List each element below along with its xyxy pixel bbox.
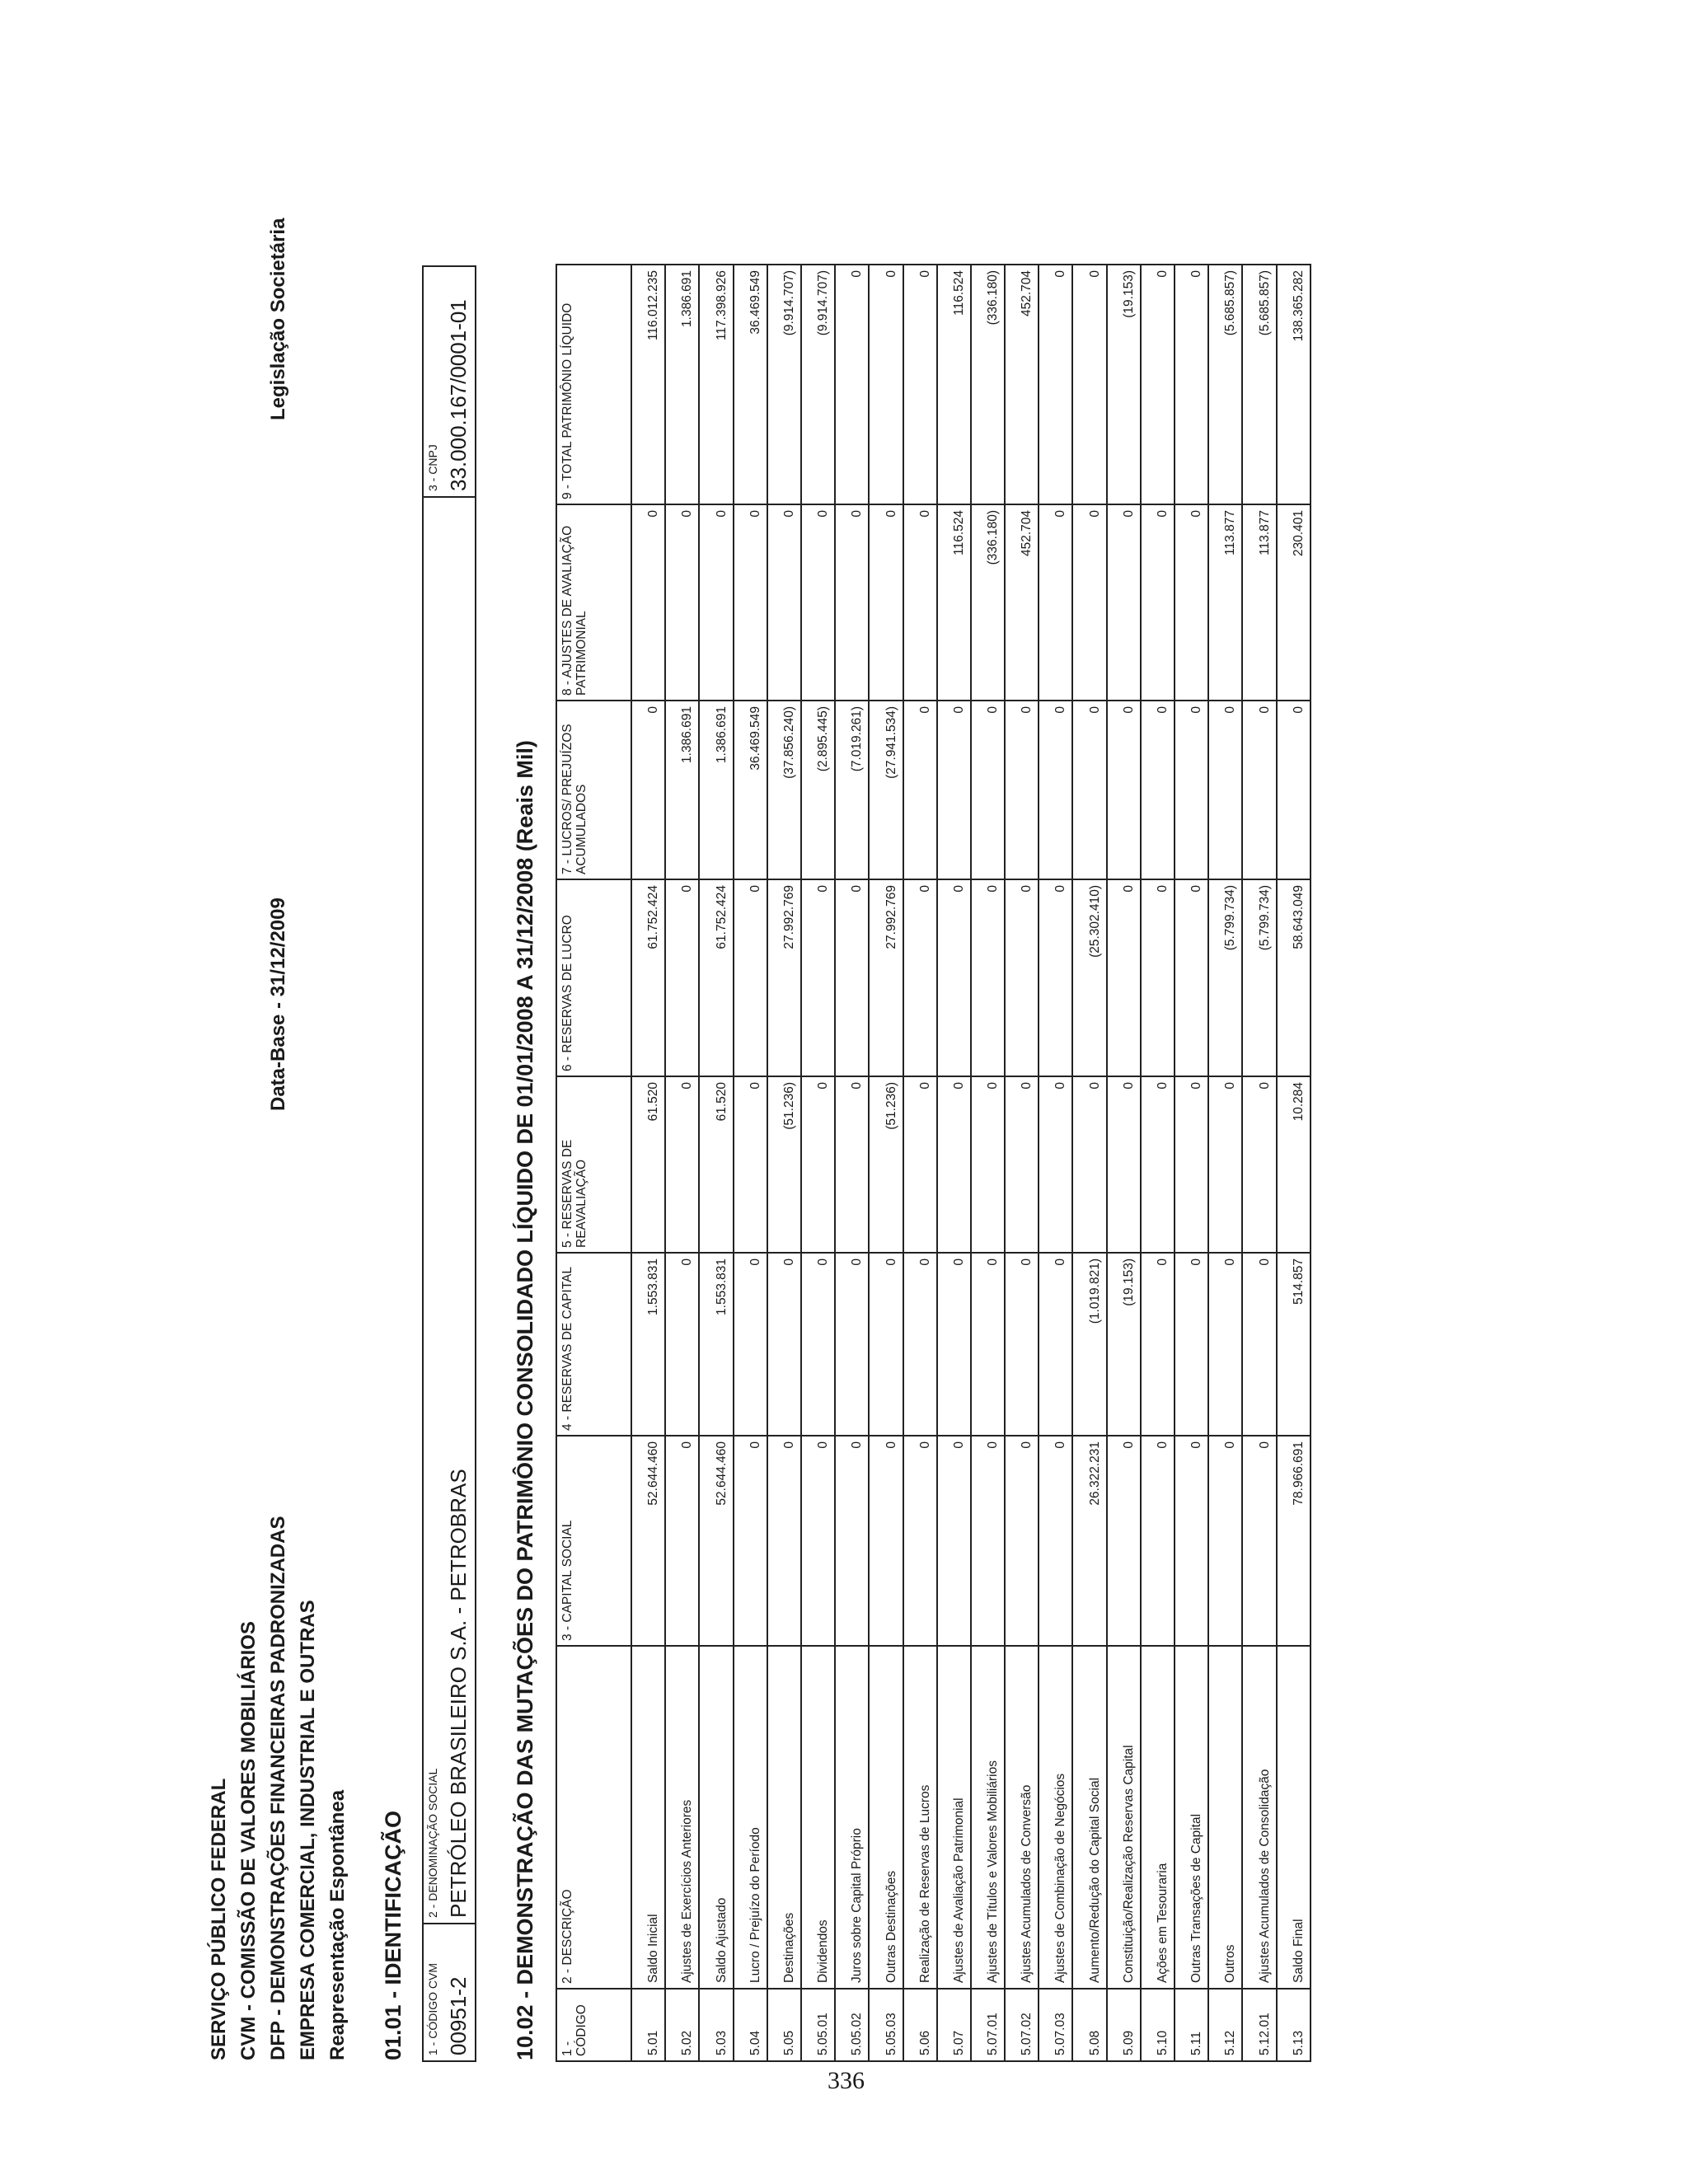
page-number: 336 — [828, 2067, 865, 2094]
value-cell: (7.019.261) — [835, 701, 869, 879]
value-cell: 0 — [937, 1253, 971, 1436]
header-line-1: SERVIÇO PÚBLICO FEDERAL — [208, 1778, 230, 2060]
value-cell: 0 — [971, 1436, 1005, 1646]
value-cell: 0 — [971, 1253, 1005, 1436]
value-cell: 0 — [937, 701, 971, 879]
value-cell: 0 — [1072, 701, 1106, 879]
row-code: 5.13 — [1277, 1989, 1311, 2061]
row-description: Ajustes de Combinação de Negócios — [1039, 1646, 1072, 1989]
value-cell: 0 — [1175, 879, 1208, 1076]
value-cell: 0 — [1005, 1076, 1039, 1253]
value-cell: 0 — [699, 504, 733, 701]
value-cell: 116.524 — [937, 265, 971, 504]
column-header: 9 - TOTAL PATRIMÔNIO LÍQUIDO — [556, 265, 631, 504]
value-cell: 0 — [767, 504, 801, 701]
value-cell: 0 — [1107, 879, 1141, 1076]
value-cell: (5.799.734) — [1208, 879, 1242, 1076]
value-cell: (9.914.707) — [767, 265, 801, 504]
row-code: 5.05.01 — [801, 1989, 835, 2061]
value-cell: 0 — [631, 701, 665, 879]
cvm-code-label: 1 - CÓDIGO CVM — [426, 1962, 439, 2055]
row-description: Aumento/Redução do Capital Social — [1072, 1646, 1106, 1989]
column-header: 5 - RESERVAS DE REAVALIAÇÃO — [556, 1076, 631, 1253]
value-cell: 0 — [1039, 1253, 1072, 1436]
header-block — [204, 1516, 353, 2060]
value-cell: 0 — [903, 1076, 937, 1253]
value-cell: 0 — [1005, 1436, 1039, 1646]
value-cell: 0 — [1039, 1076, 1072, 1253]
row-description: Constituição/Realização Reservas Capital — [1107, 1646, 1141, 1989]
value-cell: 0 — [1005, 1253, 1039, 1436]
row-description: Juros sobre Capital Próprio — [835, 1646, 869, 1989]
value-cell: 0 — [767, 1436, 801, 1646]
cnpj-label: 3 - CNPJ — [426, 444, 439, 491]
value-cell: 1.553.831 — [699, 1253, 733, 1436]
row-description: Lucro / Prejuízo do Período — [734, 1646, 767, 1989]
header-line-2: CVM - COMISSÃO DE VALORES MOBILIÁRIOS — [237, 1621, 260, 2060]
table-row — [665, 265, 699, 2061]
row-description: Outras Destinações — [869, 1646, 903, 1989]
equity-statement-table — [556, 264, 1311, 2062]
value-cell: 0 — [937, 1076, 971, 1253]
value-cell: 1.386.691 — [665, 265, 699, 504]
table-row — [903, 265, 937, 2061]
row-description: Saldo Ajustado — [699, 1646, 733, 1989]
value-cell: 0 — [1005, 879, 1039, 1076]
value-cell: 0 — [1039, 701, 1072, 879]
row-code: 5.07.03 — [1039, 1989, 1072, 2061]
value-cell: 1.386.691 — [699, 701, 733, 879]
row-code: 5.12.01 — [1242, 1989, 1276, 2061]
value-cell: 230.401 — [1277, 504, 1311, 701]
value-cell: 0 — [1208, 1253, 1242, 1436]
value-cell: 61.520 — [631, 1076, 665, 1253]
value-cell: 27.992.769 — [767, 879, 801, 1076]
value-cell: 0 — [1141, 1253, 1175, 1436]
row-code: 5.12 — [1208, 1989, 1242, 2061]
value-cell: (2.895.445) — [801, 701, 835, 879]
row-code: 5.10 — [1141, 1989, 1175, 2061]
company-name-label: 2 - DENOMINAÇÃO SOCIAL — [426, 1768, 439, 1918]
value-cell: 0 — [1141, 1436, 1175, 1646]
row-description: Saldo Final — [1277, 1646, 1311, 1989]
cnpj-cell — [423, 266, 476, 497]
table-header-row — [556, 265, 631, 2061]
column-header: 6 - RESERVAS DE LUCRO — [556, 879, 631, 1076]
value-cell: 52.644.460 — [699, 1436, 733, 1646]
value-cell: (336.180) — [971, 265, 1005, 504]
table-row — [1175, 265, 1208, 2061]
value-cell: (336.180) — [971, 504, 1005, 701]
column-header: 4 - RESERVAS DE CAPITAL — [556, 1253, 631, 1436]
value-cell: 10.284 — [1277, 1076, 1311, 1253]
value-cell: 58.643.049 — [1277, 879, 1311, 1076]
value-cell: 0 — [869, 1253, 903, 1436]
value-cell: (1.019.821) — [1072, 1253, 1106, 1436]
cnpj-value: 33.000.167/0001-01 — [446, 299, 471, 491]
value-cell: 0 — [1175, 504, 1208, 701]
value-cell: 0 — [1175, 1076, 1208, 1253]
table-row — [767, 265, 801, 2061]
cvm-code-value: 00951-2 — [446, 1976, 471, 2055]
value-cell: 0 — [1277, 701, 1311, 879]
table-row — [1242, 265, 1276, 2061]
value-cell: 0 — [801, 1253, 835, 1436]
value-cell: 0 — [1141, 504, 1175, 701]
row-description: Ajustes Acumulados de Consolidação — [1242, 1646, 1276, 1989]
row-description: Outras Transações de Capital — [1175, 1646, 1208, 1989]
value-cell: 116.012.235 — [631, 265, 665, 504]
value-cell: 0 — [903, 1436, 937, 1646]
value-cell: 0 — [734, 1253, 767, 1436]
value-cell: 0 — [1208, 1436, 1242, 1646]
row-code: 5.07.02 — [1005, 1989, 1039, 2061]
value-cell: 0 — [734, 504, 767, 701]
value-cell: 0 — [1141, 879, 1175, 1076]
value-cell: 0 — [631, 504, 665, 701]
value-cell: 0 — [801, 1436, 835, 1646]
value-cell: 452.704 — [1005, 265, 1039, 504]
row-code: 5.05.03 — [869, 1989, 903, 2061]
row-description: Dividendos — [801, 1646, 835, 1989]
table-row — [1072, 265, 1106, 2061]
row-code: 5.07 — [937, 1989, 971, 2061]
value-cell: 0 — [665, 1076, 699, 1253]
table-row — [971, 265, 1005, 2061]
table-row — [1039, 265, 1072, 2061]
cvm-code-cell — [423, 1924, 476, 2061]
value-cell: 0 — [835, 1076, 869, 1253]
value-cell: 0 — [665, 504, 699, 701]
table-row — [1277, 265, 1311, 2061]
value-cell: 52.644.460 — [631, 1436, 665, 1646]
value-cell: 78.966.691 — [1277, 1436, 1311, 1646]
value-cell: 36.469.549 — [734, 265, 767, 504]
row-code: 5.02 — [665, 1989, 699, 2061]
table-row — [1141, 265, 1175, 2061]
value-cell: 27.992.769 — [869, 879, 903, 1076]
value-cell: 0 — [937, 879, 971, 1076]
value-cell: 0 — [734, 879, 767, 1076]
table-row — [699, 265, 733, 2061]
value-cell: 0 — [665, 1253, 699, 1436]
statement-title: 10.02 - DEMONSTRAÇÃO DAS MUTAÇÕES DO PATRIMÔNIO CONSOLIDADO LÍQUIDO DE 01/01/2008 A 31/12/2008 (Reais Mil) — [513, 740, 537, 2060]
value-cell: 0 — [1107, 1076, 1141, 1253]
value-cell: 0 — [937, 1436, 971, 1646]
table-row — [1107, 265, 1141, 2061]
header-line-5: Reapresentação Espontânea — [326, 1789, 349, 2060]
value-cell: (19.153) — [1107, 265, 1141, 504]
value-cell: 0 — [665, 1436, 699, 1646]
value-cell: 113.877 — [1208, 504, 1242, 701]
table-row — [734, 265, 767, 2061]
table-row — [835, 265, 869, 2061]
value-cell: 0 — [903, 879, 937, 1076]
value-cell: 0 — [971, 701, 1005, 879]
row-description: Outros — [1208, 1646, 1242, 1989]
value-cell: 0 — [903, 504, 937, 701]
value-cell: 0 — [767, 1253, 801, 1436]
value-cell: 0 — [1107, 701, 1141, 879]
value-cell: 61.520 — [699, 1076, 733, 1253]
value-cell: (5.799.734) — [1242, 879, 1276, 1076]
row-description: Ajustes Acumulados de Conversão — [1005, 1646, 1039, 1989]
value-cell: 0 — [1175, 701, 1208, 879]
value-cell: 0 — [835, 265, 869, 504]
value-cell: (27.941.534) — [869, 701, 903, 879]
value-cell: 0 — [835, 1436, 869, 1646]
value-cell: 116.524 — [937, 504, 971, 701]
row-description: Saldo Inicial — [631, 1646, 665, 1989]
value-cell: 0 — [971, 879, 1005, 1076]
column-header: 3 - CAPITAL SOCIAL — [556, 1436, 631, 1646]
value-cell: 0 — [1141, 265, 1175, 504]
row-code: 5.01 — [631, 1989, 665, 2061]
row-code: 5.08 — [1072, 1989, 1106, 2061]
value-cell: 0 — [1208, 701, 1242, 879]
value-cell: 0 — [1242, 1436, 1276, 1646]
column-header: 7 - LUCROS/ PREJUÍZOS ACUMULADOS — [556, 701, 631, 879]
value-cell: 0 — [869, 265, 903, 504]
value-cell: 0 — [1039, 504, 1072, 701]
value-cell: 61.752.424 — [699, 879, 733, 1076]
company-name-value: PETRÓLEO BRASILEIRO S.A. - PETROBRAS — [446, 1469, 471, 1918]
value-cell: (9.914.707) — [801, 265, 835, 504]
database-date: Data-Base - 31/12/2009 — [267, 898, 289, 1111]
row-description: Ajustes de Títulos e Valores Mobiliários — [971, 1646, 1005, 1989]
column-header: 1 - CÓDIGO — [556, 1989, 631, 2061]
table-row — [1208, 265, 1242, 2061]
value-cell: 0 — [1242, 701, 1276, 879]
value-cell: 61.752.424 — [631, 879, 665, 1076]
row-code: 5.04 — [734, 1989, 767, 2061]
value-cell: 0 — [869, 1436, 903, 1646]
row-description: Ajustes de Exercícios Anteriores — [665, 1646, 699, 1989]
value-cell: 0 — [1242, 1253, 1276, 1436]
table-body — [631, 265, 1311, 2061]
value-cell: 0 — [801, 1076, 835, 1253]
value-cell: 113.877 — [1242, 504, 1276, 701]
value-cell: 0 — [1141, 1076, 1175, 1253]
table-row — [631, 265, 665, 2061]
row-code: 5.11 — [1175, 1989, 1208, 2061]
value-cell: 0 — [1107, 504, 1141, 701]
value-cell: 0 — [903, 265, 937, 504]
column-header: 8 - AJUSTES DE AVALIAÇÃO PATRIMONIAL — [556, 504, 631, 701]
value-cell: (37.856.240) — [767, 701, 801, 879]
value-cell: 0 — [903, 1253, 937, 1436]
row-description: Ações em Tesouraria — [1141, 1646, 1175, 1989]
row-code: 5.06 — [903, 1989, 937, 2061]
value-cell: 514.857 — [1277, 1253, 1311, 1436]
value-cell: (25.302.410) — [1072, 879, 1106, 1076]
row-code: 5.05 — [767, 1989, 801, 2061]
table-row — [869, 265, 903, 2061]
value-cell: 0 — [801, 879, 835, 1076]
column-header: 2 - DESCRIÇÃO — [556, 1646, 631, 1989]
value-cell: 36.469.549 — [734, 701, 767, 879]
value-cell: 0 — [971, 1076, 1005, 1253]
value-cell: 0 — [903, 701, 937, 879]
value-cell: (51.236) — [767, 1076, 801, 1253]
header-line-4: EMPRESA COMERCIAL, INDUSTRIAL E OUTRAS — [297, 1600, 319, 2060]
value-cell: 0 — [835, 504, 869, 701]
header-line-3: DFP - DEMONSTRAÇÕES FINANCEIRAS PADRONIZADAS — [267, 1516, 289, 2060]
value-cell: 0 — [1039, 879, 1072, 1076]
value-cell: 0 — [835, 879, 869, 1076]
value-cell: 452.704 — [1005, 504, 1039, 701]
value-cell: 0 — [835, 1253, 869, 1436]
value-cell: 0 — [1175, 1436, 1208, 1646]
value-cell: 0 — [1208, 1076, 1242, 1253]
identification-title: 01.01 - IDENTIFICAÇÃO — [381, 1810, 406, 2060]
row-code: 5.09 — [1107, 1989, 1141, 2061]
value-cell: 0 — [869, 504, 903, 701]
table-row — [801, 265, 835, 2061]
row-description: Realização de Reservas de Lucros — [903, 1646, 937, 1989]
company-name-cell — [423, 497, 476, 1924]
value-cell: 0 — [1175, 1253, 1208, 1436]
value-cell: 0 — [1039, 265, 1072, 504]
value-cell: 0 — [734, 1436, 767, 1646]
value-cell: (5.685.857) — [1242, 265, 1276, 504]
row-code: 5.05.02 — [835, 1989, 869, 2061]
value-cell: 117.398.926 — [699, 265, 733, 504]
value-cell: 0 — [665, 879, 699, 1076]
value-cell: 0 — [1072, 504, 1106, 701]
value-cell: (19.153) — [1107, 1253, 1141, 1436]
value-cell: 26.322.231 — [1072, 1436, 1106, 1646]
row-description: Ajustes de Avaliação Patrimonial — [937, 1646, 971, 1989]
value-cell: 0 — [1175, 265, 1208, 504]
value-cell: 1.386.691 — [665, 701, 699, 879]
value-cell: 0 — [1039, 1436, 1072, 1646]
value-cell: 138.365.282 — [1277, 265, 1311, 504]
value-cell: 0 — [1005, 701, 1039, 879]
legislation-label: Legislação Societária — [267, 218, 289, 420]
value-cell: 1.553.831 — [631, 1253, 665, 1436]
value-cell: 0 — [1072, 265, 1106, 504]
value-cell: 0 — [1107, 1436, 1141, 1646]
value-cell: 0 — [801, 504, 835, 701]
table-row — [937, 265, 971, 2061]
row-description: Destinações — [767, 1646, 801, 1989]
value-cell: (51.236) — [869, 1076, 903, 1253]
row-code: 5.07.01 — [971, 1989, 1005, 2061]
value-cell: 0 — [1072, 1076, 1106, 1253]
rotated-page — [0, 140, 1319, 2184]
value-cell: 0 — [734, 1076, 767, 1253]
value-cell: 0 — [1242, 1076, 1276, 1253]
table-row — [1005, 265, 1039, 2061]
value-cell: 0 — [1141, 701, 1175, 879]
identification-table — [422, 265, 476, 2062]
row-code: 5.03 — [699, 1989, 733, 2061]
value-cell: (5.685.857) — [1208, 265, 1242, 504]
